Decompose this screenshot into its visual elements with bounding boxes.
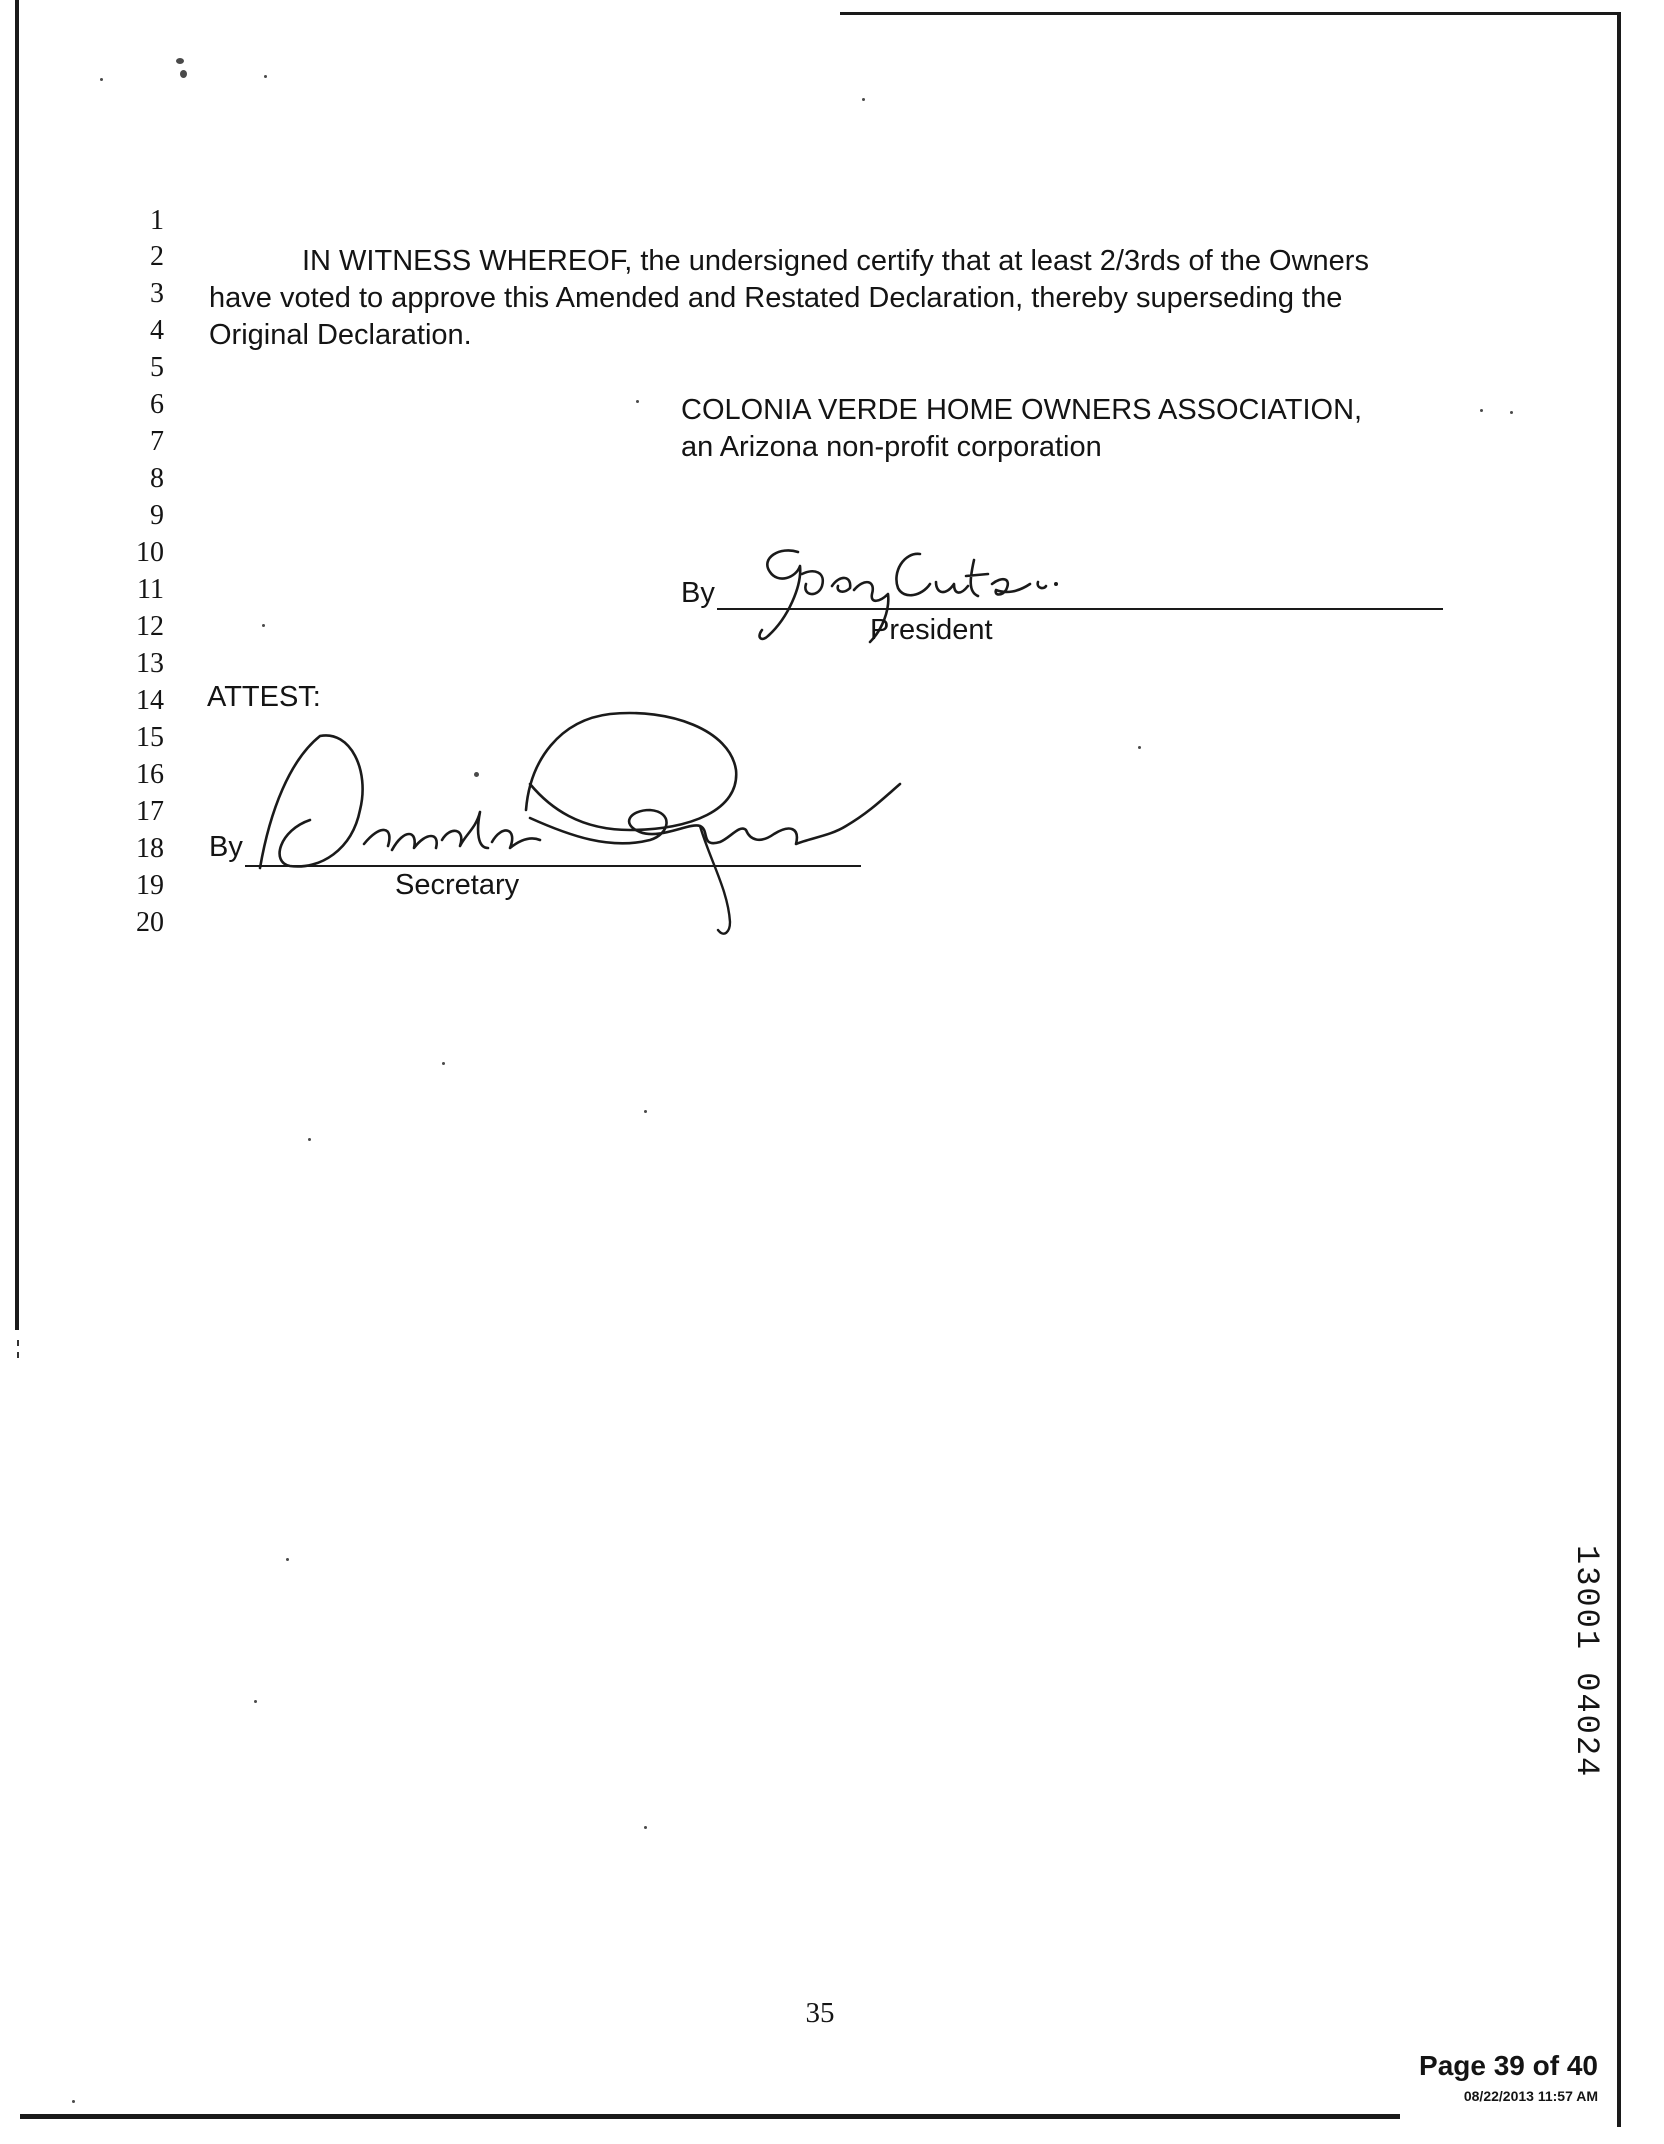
scan-speck — [72, 2100, 75, 2103]
association-name: COLONIA VERDE HOME OWNERS ASSOCIATION, — [681, 394, 1363, 426]
line-number: 2 — [150, 241, 164, 272]
line-number: 9 — [150, 500, 164, 531]
footer-timestamp: 08/22/2013 11:57 AM — [1463, 2088, 1598, 2104]
line-number: 10 — [136, 537, 164, 568]
president-title: President — [870, 614, 993, 646]
witness-paragraph-line-1: IN WITNESS WHEREOF, the undersigned certify that at least 2/3rds of the Owners — [302, 245, 1369, 277]
page-number: 35 — [805, 1997, 835, 2029]
line-number: 3 — [150, 278, 164, 309]
line-number: 6 — [150, 389, 164, 420]
scan-border-right — [1617, 12, 1621, 2127]
line-number: 5 — [150, 352, 164, 383]
line-number: 18 — [136, 833, 164, 864]
secretary-title: Secretary — [395, 869, 520, 901]
line-number: 17 — [136, 796, 164, 827]
scan-speck — [308, 1138, 311, 1141]
line-number: 8 — [150, 463, 164, 494]
scan-speck — [286, 1558, 289, 1561]
scan-speck — [1138, 746, 1141, 749]
recording-document-number: 13001 04024 — [1568, 1545, 1605, 1779]
line-number: 1 — [150, 205, 164, 236]
president-by-label: By — [681, 577, 715, 609]
scan-border-left — [15, 0, 19, 1330]
scan-speck — [262, 624, 265, 627]
association-description: an Arizona non-profit corporation — [681, 431, 1102, 463]
line-number: 16 — [136, 759, 164, 790]
scan-mark — [17, 1352, 19, 1358]
scan-speck — [264, 75, 267, 78]
witness-paragraph-line-2: have voted to approve this Amended and Restated Declaration, thereby superseding the — [209, 282, 1343, 314]
scan-speck — [180, 70, 187, 78]
line-number: 19 — [136, 870, 164, 901]
line-number: 7 — [150, 426, 164, 457]
line-number: 20 — [136, 907, 164, 938]
footer-page-count: Page 39 of 40 — [1419, 2050, 1598, 2081]
line-number: 14 — [136, 685, 164, 716]
witness-paragraph-line-3: Original Declaration. — [209, 319, 472, 351]
scan-border-top — [840, 12, 1620, 15]
scan-speck — [644, 1826, 647, 1829]
line-number: 11 — [137, 574, 164, 605]
scan-speck — [254, 1700, 257, 1703]
scan-border-bottom — [20, 2114, 1400, 2119]
secretary-signature — [230, 700, 990, 940]
scan-speck — [862, 98, 865, 101]
scan-speck — [636, 400, 639, 403]
scan-speck — [644, 1110, 647, 1113]
line-number: 13 — [136, 648, 164, 679]
scan-mark — [17, 1340, 19, 1346]
line-number: 4 — [150, 315, 164, 346]
line-number: 12 — [136, 611, 164, 642]
scan-speck — [1510, 411, 1513, 414]
scan-speck — [1480, 409, 1483, 412]
scan-speck — [442, 1062, 445, 1065]
scan-speck — [100, 78, 103, 81]
line-number: 15 — [136, 722, 164, 753]
attest-label: ATTEST: — [207, 681, 321, 713]
secretary-by-label: By — [209, 831, 243, 863]
scan-speck — [176, 58, 184, 64]
